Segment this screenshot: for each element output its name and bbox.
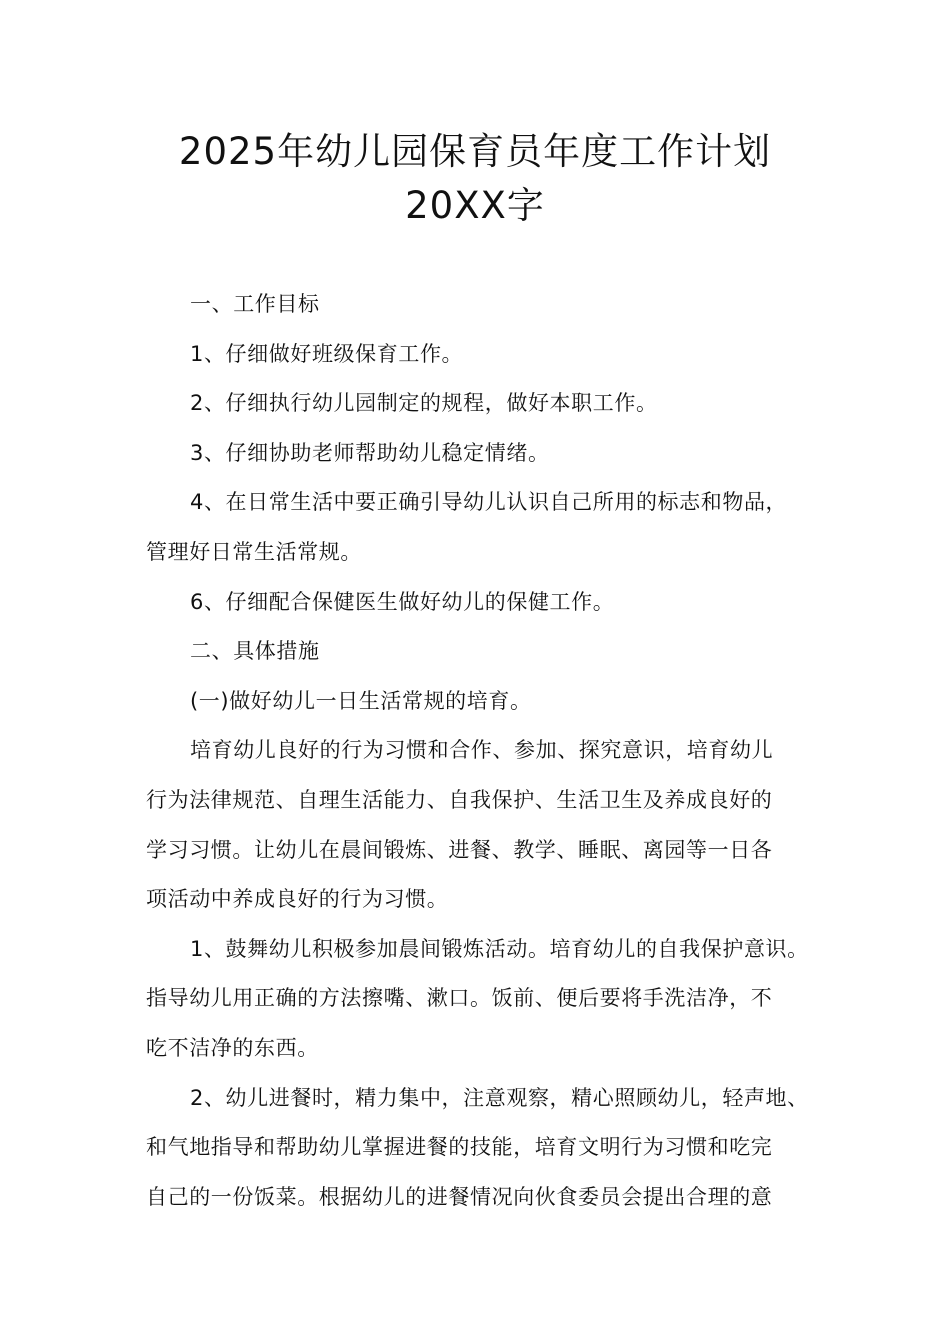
document-title-line1: 2025年幼儿园保育员年度工作计划 (178, 130, 772, 173)
paragraph-goal-3 (146, 429, 836, 479)
document-title-line2: 20XX字 (405, 184, 545, 227)
text-line: 二、具体措施 (190, 639, 320, 664)
text-line: 3、仔细协助老师帮助幼儿稳定情绪。 (190, 440, 550, 465)
text-line: 行为法律规范、自理生活能力、自我保护、生活卫生及养成良好的 (146, 787, 773, 812)
text-line: 2、幼儿进餐时，精力集中，注意观察，精心照顾幼儿，轻声地、 (190, 1085, 809, 1110)
paragraph-goal-2 (146, 379, 836, 429)
paragraph-goal-4 (146, 478, 836, 577)
document-body (146, 280, 836, 1222)
text-line: 管理好日常生活常规。 (146, 539, 362, 564)
text-line: 学习习惯。让幼儿在晨间锻炼、进餐、教学、睡眠、离园等一日各 (146, 837, 773, 862)
text-line: 1、鼓舞幼儿积极参加晨间锻炼活动。培育幼儿的自我保护意识。 (190, 936, 809, 961)
text-line: 6、仔细配合保健医生做好幼儿的保健工作。 (190, 589, 615, 614)
text-line: 和气地指导和帮助幼儿掌握进餐的技能，培育文明行为习惯和吃完 (146, 1135, 773, 1160)
text-line: 2、仔细执行幼儿园制定的规程，做好本职工作。 (190, 391, 658, 416)
text-line: 培育幼儿良好的行为习惯和合作、参加、探究意识，培育幼儿 (190, 738, 774, 763)
paragraph-measure-2 (146, 1074, 836, 1223)
paragraph-habits (146, 726, 836, 924)
text-line: 一、工作目标 (190, 292, 320, 316)
paragraph-measure-1 (146, 925, 836, 1074)
paragraph-section-heading-1 (146, 280, 836, 330)
text-line: 吃不洁净的东西。 (146, 1035, 319, 1060)
paragraph-section-heading-2 (146, 627, 836, 677)
text-line: 4、在日常生活中要正确引导幼儿认识自己所用的标志和物品， (190, 490, 788, 515)
paragraph-subheading-1 (146, 677, 836, 727)
text-line: 项活动中养成良好的行为习惯。 (146, 887, 449, 912)
text-line: 1、仔细做好班级保育工作。 (190, 341, 464, 366)
text-line: (一)做好幼儿一日生活常规的培育。 (190, 688, 532, 713)
text-line: 自己的一份饭菜。根据幼儿的进餐情况向伙食委员会提出合理的意 (146, 1184, 773, 1209)
paragraph-goal-1 (146, 330, 836, 380)
text-line: 指导幼儿用正确的方法擦嘴、漱口。饭前、便后要将手洗洁净，不 (146, 986, 773, 1011)
paragraph-goal-6 (146, 578, 836, 628)
